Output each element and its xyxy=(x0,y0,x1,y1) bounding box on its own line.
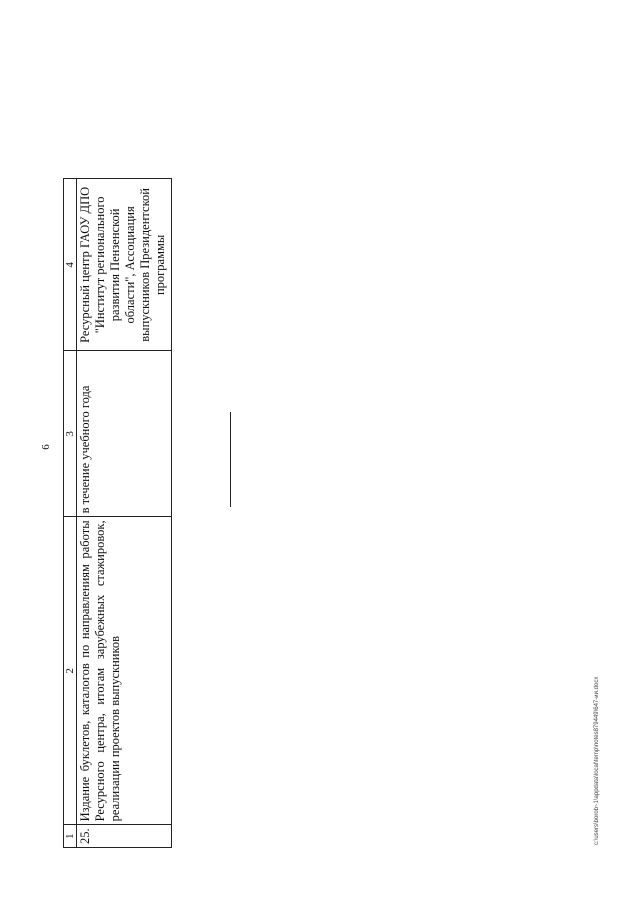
page-number: 6 xyxy=(40,444,52,450)
end-of-document-line xyxy=(230,412,231,507)
file-path-footer: c:\users\borob~1\appdata\local\temp\notes879449\647-ии.docx xyxy=(594,676,600,845)
header-col-4: 4 xyxy=(64,179,77,351)
plan-table xyxy=(63,178,172,848)
row-term: в течение учебного года xyxy=(77,351,172,517)
row-number: 25. xyxy=(77,825,172,848)
header-col-1: 1 xyxy=(64,825,77,848)
row-responsible: Ресурсный центр ГАОУ ДПО "Институт регионального развития Пензенской области", Ассоциация выпускников Президентской программы xyxy=(77,179,172,351)
header-col-3: 3 xyxy=(64,351,77,517)
table-row xyxy=(77,179,172,848)
row-description: Издание буклетов, каталогов по направлениям работы Ресурсного центра, итогам зарубежных стажировок, реализации проектов выпускников xyxy=(77,517,172,825)
table-header-row xyxy=(64,179,77,848)
header-col-2: 2 xyxy=(64,517,77,825)
